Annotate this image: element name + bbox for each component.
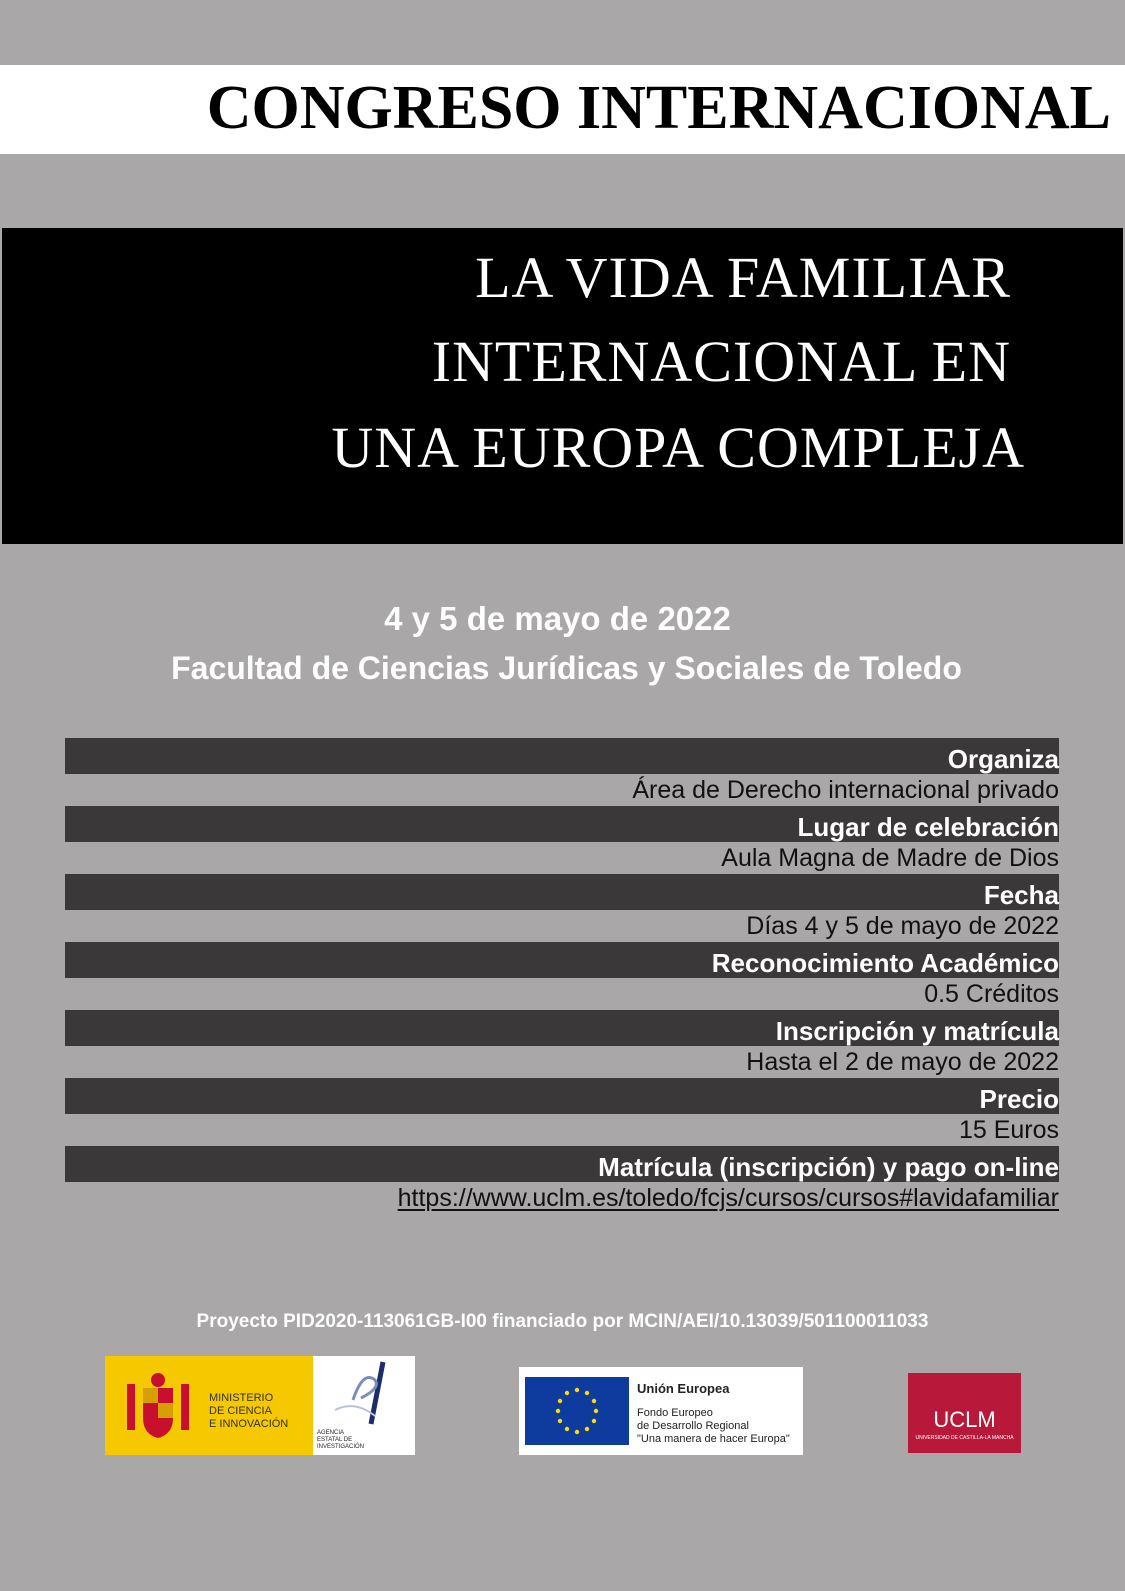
- spain-coat-of-arms-icon: [123, 1370, 193, 1442]
- agencia-logo-icon: [323, 1360, 403, 1430]
- info-label-reconocimiento: Reconocimiento Académico: [65, 942, 1059, 978]
- uclm-logo: [908, 1373, 1021, 1453]
- agencia-text: AGENCIA ESTATAL DE INVESTIGACIÓN: [317, 1430, 365, 1450]
- info-label-fecha: Fecha: [65, 874, 1059, 910]
- info-value-reconocimiento: 0.5 Créditos: [924, 980, 1059, 1008]
- banner-title: CONGRESO INTERNACIONAL: [206, 74, 1111, 142]
- event-venue: Facultad de Ciencias Jurídicas y Sociales de Toledo: [171, 650, 962, 686]
- eu-fund-text: Fondo Europeo de Desarrollo Regional "Una manera de hacer Europa": [637, 1407, 790, 1445]
- info-value-fecha: Días 4 y 5 de mayo de 2022: [746, 912, 1059, 940]
- uclm-subtext: UNIVERSIDAD DE CASTILLA-LA MANCHA: [915, 1435, 1014, 1441]
- eu-logo: [519, 1367, 803, 1455]
- info-label-lugar: Lugar de celebración: [65, 806, 1059, 842]
- info-table: [65, 738, 1059, 1214]
- project-funding-note: Proyecto PID2020-113061GB-I00 financiado por MCIN/AEI/10.13039/501100011033: [196, 1311, 929, 1332]
- ministerio-logo: [105, 1356, 415, 1455]
- info-label-organiza: Organiza: [65, 738, 1059, 774]
- info-value-matricula: [65, 1182, 1059, 1214]
- eu-title: Unión Europea: [637, 1381, 730, 1396]
- title-line-2: INTERNACIONAL EN: [431, 329, 1011, 394]
- eu-flag-icon: [525, 1377, 629, 1445]
- title-line-3: UNA EUROPA COMPLEJA: [331, 415, 1025, 480]
- info-label-matricula: Matrícula (inscripción) y pago on-line: [65, 1146, 1059, 1182]
- info-label-precio: Precio: [65, 1078, 1059, 1114]
- info-value-inscripcion: Hasta el 2 de mayo de 2022: [746, 1048, 1059, 1076]
- ministerio-text: MINISTERIO DE CIENCIA E INNOVACIÓN: [209, 1392, 289, 1430]
- info-value-organiza: Área de Derecho internacional privado: [632, 776, 1059, 804]
- title-line-1: LA VIDA FAMILIAR: [475, 245, 1011, 310]
- info-value-lugar: Aula Magna de Madre de Dios: [721, 844, 1059, 872]
- top-banner: [0, 65, 1125, 154]
- title-box: [2, 228, 1123, 544]
- event-dates: 4 y 5 de mayo de 2022: [384, 600, 731, 637]
- info-value-precio: 15 Euros: [958, 1116, 1059, 1144]
- info-label-inscripcion: Inscripción y matrícula: [65, 1010, 1059, 1046]
- registration-link[interactable]: https://www.uclm.es/toledo/fcjs/cursos/cursos#lavidafamiliar: [397, 1184, 1059, 1212]
- uclm-text: UCLM: [933, 1407, 996, 1432]
